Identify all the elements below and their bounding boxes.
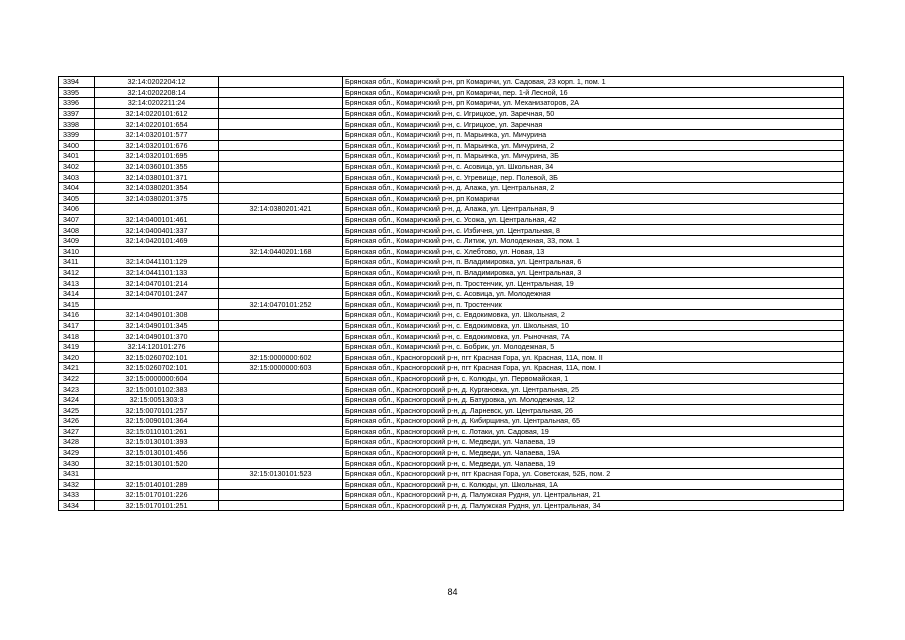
cadastral-number-2-cell xyxy=(219,235,343,246)
cadastral-number-cell: 32:14:0470101:247 xyxy=(95,288,219,299)
address-cell: Брянская обл., Комаричский р-н, с. Асовица, ул. Молодежная xyxy=(343,288,844,299)
row-number-cell: 3412 xyxy=(59,267,95,278)
row-number-cell: 3414 xyxy=(59,288,95,299)
address-cell: Брянская обл., Комаричский р-н, рп Комаричи, пер. 1-й Лесной, 16 xyxy=(343,87,844,98)
cadastral-number-2-cell xyxy=(219,320,343,331)
cadastral-number-cell: 32:14:0320101:577 xyxy=(95,129,219,140)
table-row xyxy=(59,352,844,363)
table-row xyxy=(59,98,844,109)
address-cell: Брянская обл., Комаричский р-н, с. Хлебтово, ул. Новая, 13 xyxy=(343,246,844,257)
cadastral-number-cell: 32:14:0400401:337 xyxy=(95,225,219,236)
table-row xyxy=(59,320,844,331)
address-cell: Брянская обл., Комаричский р-н, п. Марьинка, ул. Мичурина xyxy=(343,129,844,140)
address-cell: Брянская обл., Красногорский р-н, д. Ларневск, ул. Центральная, 26 xyxy=(343,405,844,416)
table-row xyxy=(59,87,844,98)
address-cell: Брянская обл., Комаричский р-н, с. Асовица, ул. Школьная, 34 xyxy=(343,161,844,172)
cadastral-number-cell: 32:14:0400101:461 xyxy=(95,214,219,225)
row-number-cell: 3429 xyxy=(59,447,95,458)
row-number-cell: 3408 xyxy=(59,225,95,236)
table-row xyxy=(59,108,844,119)
row-number-cell: 3426 xyxy=(59,416,95,427)
registry-table xyxy=(58,76,844,511)
cadastral-number-cell: 32:14:0441101:133 xyxy=(95,267,219,278)
table-row xyxy=(59,299,844,310)
table-row xyxy=(59,373,844,384)
address-cell: Брянская обл., Комаричский р-н, с. Литиж, ул. Молодежная, 33, пом. 1 xyxy=(343,235,844,246)
address-cell: Брянская обл., Комаричский р-н, с. Евдокимовка, ул. Рыночная, 7А xyxy=(343,331,844,342)
cadastral-number-cell: 32:14:0380201:375 xyxy=(95,193,219,204)
cadastral-number-2-cell xyxy=(219,129,343,140)
cadastral-number-cell: 32:14:0320101:676 xyxy=(95,140,219,151)
row-number-cell: 3424 xyxy=(59,394,95,405)
cadastral-number-cell: 32:14:0441101:129 xyxy=(95,257,219,268)
table-row xyxy=(59,257,844,268)
cadastral-number-cell xyxy=(95,204,219,215)
row-number-cell: 3399 xyxy=(59,129,95,140)
table-row xyxy=(59,172,844,183)
row-number-cell: 3398 xyxy=(59,119,95,130)
cadastral-number-2-cell xyxy=(219,384,343,395)
cadastral-number-2-cell: 32:15:0130101:523 xyxy=(219,468,343,479)
table-row xyxy=(59,458,844,469)
row-number-cell: 3406 xyxy=(59,204,95,215)
table-row xyxy=(59,394,844,405)
cadastral-number-cell: 32:14:0202208:14 xyxy=(95,87,219,98)
table-row xyxy=(59,490,844,501)
cadastral-number-2-cell xyxy=(219,87,343,98)
table-row xyxy=(59,204,844,215)
row-number-cell: 3402 xyxy=(59,161,95,172)
row-number-cell: 3434 xyxy=(59,500,95,511)
table-row xyxy=(59,267,844,278)
table-row xyxy=(59,468,844,479)
row-number-cell: 3404 xyxy=(59,182,95,193)
cadastral-number-2-cell xyxy=(219,77,343,88)
address-cell: Брянская обл., Красногорский р-н, с. Колюды, ул. Школьная, 1А xyxy=(343,479,844,490)
cadastral-number-cell: 32:14:0420101:469 xyxy=(95,235,219,246)
cadastral-number-cell: 32:15:0260702:101 xyxy=(95,352,219,363)
cadastral-number-cell: 32:14:120101:276 xyxy=(95,341,219,352)
address-cell: Брянская обл., Комаричский р-н, рп Комаричи, ул. Механизаторов, 2А xyxy=(343,98,844,109)
cadastral-number-2-cell xyxy=(219,225,343,236)
cadastral-number-cell: 32:14:0220101:654 xyxy=(95,119,219,130)
address-cell: Брянская обл., Красногорский р-н, с. Лотаки, ул. Садовая, 19 xyxy=(343,426,844,437)
table-row xyxy=(59,288,844,299)
cadastral-number-cell: 32:15:0090101:364 xyxy=(95,416,219,427)
address-cell: Брянская обл., Комаричский р-н, п. Тростенчик xyxy=(343,299,844,310)
row-number-cell: 3415 xyxy=(59,299,95,310)
table-row xyxy=(59,500,844,511)
row-number-cell: 3416 xyxy=(59,310,95,321)
row-number-cell: 3396 xyxy=(59,98,95,109)
cadastral-number-cell: 32:15:0260702:101 xyxy=(95,363,219,374)
row-number-cell: 3419 xyxy=(59,341,95,352)
cadastral-number-cell: 32:15:0010102:383 xyxy=(95,384,219,395)
cadastral-number-cell: 32:15:0000000:604 xyxy=(95,373,219,384)
row-number-cell: 3432 xyxy=(59,479,95,490)
row-number-cell: 3422 xyxy=(59,373,95,384)
row-number-cell: 3410 xyxy=(59,246,95,257)
address-cell: Брянская обл., Комаричский р-н, с. Евдокимовка, ул. Школьная, 2 xyxy=(343,310,844,321)
cadastral-number-2-cell xyxy=(219,193,343,204)
table-row xyxy=(59,151,844,162)
cadastral-number-2-cell xyxy=(219,310,343,321)
address-cell: Брянская обл., Комаричский р-н, с. Бобрик, ул. Молодежная, 5 xyxy=(343,341,844,352)
table-row xyxy=(59,426,844,437)
cadastral-number-2-cell xyxy=(219,394,343,405)
table-row xyxy=(59,278,844,289)
address-cell: Брянская обл., Комаричский р-н, п. Владимировка, ул. Центральная, 3 xyxy=(343,267,844,278)
row-number-cell: 3403 xyxy=(59,172,95,183)
table-row xyxy=(59,246,844,257)
cadastral-number-cell: 32:15:0170101:226 xyxy=(95,490,219,501)
cadastral-number-cell: 32:15:0070101:257 xyxy=(95,405,219,416)
cadastral-number-cell: 32:14:0380101:371 xyxy=(95,172,219,183)
row-number-cell: 3395 xyxy=(59,87,95,98)
cadastral-number-2-cell xyxy=(219,172,343,183)
address-cell: Брянская обл., Комаричский р-н, с. Игрицкое, ул. Заречная xyxy=(343,119,844,130)
cadastral-number-2-cell xyxy=(219,490,343,501)
table-row xyxy=(59,331,844,342)
table-row xyxy=(59,225,844,236)
row-number-cell: 3407 xyxy=(59,214,95,225)
table-row xyxy=(59,479,844,490)
address-cell: Брянская обл., Красногорский р-н, с. Колюды, ул. Первомайская, 1 xyxy=(343,373,844,384)
cadastral-number-2-cell xyxy=(219,267,343,278)
cadastral-number-2-cell: 32:14:0380201:421 xyxy=(219,204,343,215)
cadastral-number-2-cell xyxy=(219,278,343,289)
row-number-cell: 3421 xyxy=(59,363,95,374)
row-number-cell: 3431 xyxy=(59,468,95,479)
cadastral-number-2-cell xyxy=(219,405,343,416)
cadastral-number-cell: 32:15:0170101:251 xyxy=(95,500,219,511)
row-number-cell: 3401 xyxy=(59,151,95,162)
address-cell: Брянская обл., Красногорский р-н, д. Батуровка, ул. Молодежная, 12 xyxy=(343,394,844,405)
cadastral-number-cell: 32:15:0130101:520 xyxy=(95,458,219,469)
table-row xyxy=(59,384,844,395)
row-number-cell: 3417 xyxy=(59,320,95,331)
row-number-cell: 3394 xyxy=(59,77,95,88)
cadastral-number-cell xyxy=(95,468,219,479)
cadastral-number-cell: 32:14:0490101:308 xyxy=(95,310,219,321)
cadastral-number-cell: 32:15:0051303:3 xyxy=(95,394,219,405)
address-cell: Брянская обл., Комаричский р-н, п. Владимировка, ул. Центральная, 6 xyxy=(343,257,844,268)
address-cell: Брянская обл., Красногорский р-н, д. Палужская Рудня, ул. Центральная, 21 xyxy=(343,490,844,501)
cadastral-number-cell: 32:15:0130101:456 xyxy=(95,447,219,458)
cadastral-number-2-cell xyxy=(219,341,343,352)
address-cell: Брянская обл., Комаричский р-н, п. Марьинка, ул. Мичурина, 3Б xyxy=(343,151,844,162)
cadastral-number-cell xyxy=(95,246,219,257)
table-row xyxy=(59,193,844,204)
row-number-cell: 3427 xyxy=(59,426,95,437)
cadastral-number-2-cell xyxy=(219,161,343,172)
table-row xyxy=(59,129,844,140)
cadastral-number-2-cell xyxy=(219,288,343,299)
table-row xyxy=(59,161,844,172)
cadastral-number-cell: 32:14:0360101:355 xyxy=(95,161,219,172)
table-row xyxy=(59,341,844,352)
address-cell: Брянская обл., Красногорский р-н, пгт Красная Гора, ул. Красная, 11А, пом. I xyxy=(343,363,844,374)
cadastral-number-cell: 32:14:0320101:695 xyxy=(95,151,219,162)
cadastral-number-cell: 32:15:0140101:289 xyxy=(95,479,219,490)
cadastral-number-2-cell xyxy=(219,500,343,511)
cadastral-number-2-cell xyxy=(219,214,343,225)
row-number-cell: 3413 xyxy=(59,278,95,289)
cadastral-number-2-cell xyxy=(219,98,343,109)
row-number-cell: 3397 xyxy=(59,108,95,119)
cadastral-number-2-cell xyxy=(219,151,343,162)
row-number-cell: 3411 xyxy=(59,257,95,268)
cadastral-number-cell xyxy=(95,299,219,310)
row-number-cell: 3420 xyxy=(59,352,95,363)
row-number-cell: 3400 xyxy=(59,140,95,151)
table-row xyxy=(59,363,844,374)
cadastral-number-cell: 32:14:0490101:345 xyxy=(95,320,219,331)
row-number-cell: 3430 xyxy=(59,458,95,469)
address-cell: Брянская обл., Комаричский р-н, д. Алажа, ул. Центральная, 9 xyxy=(343,204,844,215)
cadastral-number-2-cell xyxy=(219,447,343,458)
address-cell: Брянская обл., Комаричский р-н, с. Игрицкое, ул. Заречная, 50 xyxy=(343,108,844,119)
table-row xyxy=(59,214,844,225)
row-number-cell: 3428 xyxy=(59,437,95,448)
cadastral-number-2-cell xyxy=(219,331,343,342)
address-cell: Брянская обл., Красногорский р-н, д. Кибирщина, ул. Центральная, 65 xyxy=(343,416,844,427)
cadastral-number-2-cell xyxy=(219,458,343,469)
table-row xyxy=(59,182,844,193)
address-cell: Брянская обл., Комаричский р-н, с. Усожа, ул. Центральная, 42 xyxy=(343,214,844,225)
address-cell: Брянская обл., Красногорский р-н, д. Кургановка, ул. Центральная, 25 xyxy=(343,384,844,395)
address-cell: Брянская обл., Красногорский р-н, пгт Красная Гора, ул. Советская, 52Б, пом. 2 xyxy=(343,468,844,479)
address-cell: Брянская обл., Комаричский р-н, п. Тростенчик, ул. Центральная, 19 xyxy=(343,278,844,289)
cadastral-number-2-cell xyxy=(219,426,343,437)
cadastral-number-2-cell xyxy=(219,437,343,448)
cadastral-number-cell: 32:15:0110101:261 xyxy=(95,426,219,437)
table-row xyxy=(59,416,844,427)
cadastral-number-2-cell xyxy=(219,373,343,384)
row-number-cell: 3405 xyxy=(59,193,95,204)
address-cell: Брянская обл., Комаричский р-н, с. Угревище, пер. Полевой, 3Б xyxy=(343,172,844,183)
cadastral-number-cell: 32:14:0202211:24 xyxy=(95,98,219,109)
cadastral-number-2-cell xyxy=(219,257,343,268)
cadastral-number-cell: 32:14:0470101:214 xyxy=(95,278,219,289)
cadastral-number-cell: 32:14:0490101:370 xyxy=(95,331,219,342)
cadastral-number-2-cell: 32:14:0470101:252 xyxy=(219,299,343,310)
table-row xyxy=(59,310,844,321)
table-row xyxy=(59,140,844,151)
row-number-cell: 3423 xyxy=(59,384,95,395)
cadastral-number-cell: 32:14:0220101:612 xyxy=(95,108,219,119)
table-row xyxy=(59,77,844,88)
row-number-cell: 3418 xyxy=(59,331,95,342)
address-cell: Брянская обл., Комаричский р-н, рп Комаричи xyxy=(343,193,844,204)
cadastral-number-2-cell xyxy=(219,182,343,193)
cadastral-number-2-cell xyxy=(219,119,343,130)
cadastral-number-2-cell: 32:14:0440201:168 xyxy=(219,246,343,257)
address-cell: Брянская обл., Красногорский р-н, пгт Красная Гора, ул. Красная, 11А, пом. II xyxy=(343,352,844,363)
table-row xyxy=(59,447,844,458)
cadastral-number-2-cell xyxy=(219,416,343,427)
table-body xyxy=(59,77,844,511)
cadastral-number-2-cell: 32:15:0000000:603 xyxy=(219,363,343,374)
address-cell: Брянская обл., Комаричский р-н, п. Марьинка, ул. Мичурина, 2 xyxy=(343,140,844,151)
row-number-cell: 3425 xyxy=(59,405,95,416)
cadastral-number-2-cell xyxy=(219,108,343,119)
cadastral-number-2-cell xyxy=(219,479,343,490)
page-number: 84 xyxy=(447,587,458,597)
cadastral-number-2-cell: 32:15:0000000:602 xyxy=(219,352,343,363)
address-cell: Брянская обл., Комаричский р-н, д. Алажа, ул. Центральная, 2 xyxy=(343,182,844,193)
table-row xyxy=(59,437,844,448)
cadastral-number-2-cell xyxy=(219,140,343,151)
address-cell: Брянская обл., Красногорский р-н, с. Медведи, ул. Чапаева, 19 xyxy=(343,437,844,448)
address-cell: Брянская обл., Красногорский р-н, с. Медведи, ул. Чапаева, 19А xyxy=(343,447,844,458)
table-row xyxy=(59,405,844,416)
address-cell: Брянская обл., Комаричский р-н, рп Комаричи, ул. Садовая, 23 корп. 1, пом. 1 xyxy=(343,77,844,88)
table-row xyxy=(59,119,844,130)
address-cell: Брянская обл., Комаричский р-н, с. Евдокимовка, ул. Школьная, 10 xyxy=(343,320,844,331)
cadastral-number-cell: 32:14:0380201:354 xyxy=(95,182,219,193)
address-cell: Брянская обл., Красногорский р-н, с. Медведи, ул. Чапаева, 19 xyxy=(343,458,844,469)
row-number-cell: 3433 xyxy=(59,490,95,501)
address-cell: Брянская обл., Красногорский р-н, д. Палужская Рудня, ул. Центральная, 34 xyxy=(343,500,844,511)
row-number-cell: 3409 xyxy=(59,235,95,246)
cadastral-number-cell: 32:14:0202204:12 xyxy=(95,77,219,88)
table-row xyxy=(59,235,844,246)
cadastral-number-cell: 32:15:0130101:393 xyxy=(95,437,219,448)
address-cell: Брянская обл., Комаричский р-н, с. Избичня, ул. Центральная, 8 xyxy=(343,225,844,236)
